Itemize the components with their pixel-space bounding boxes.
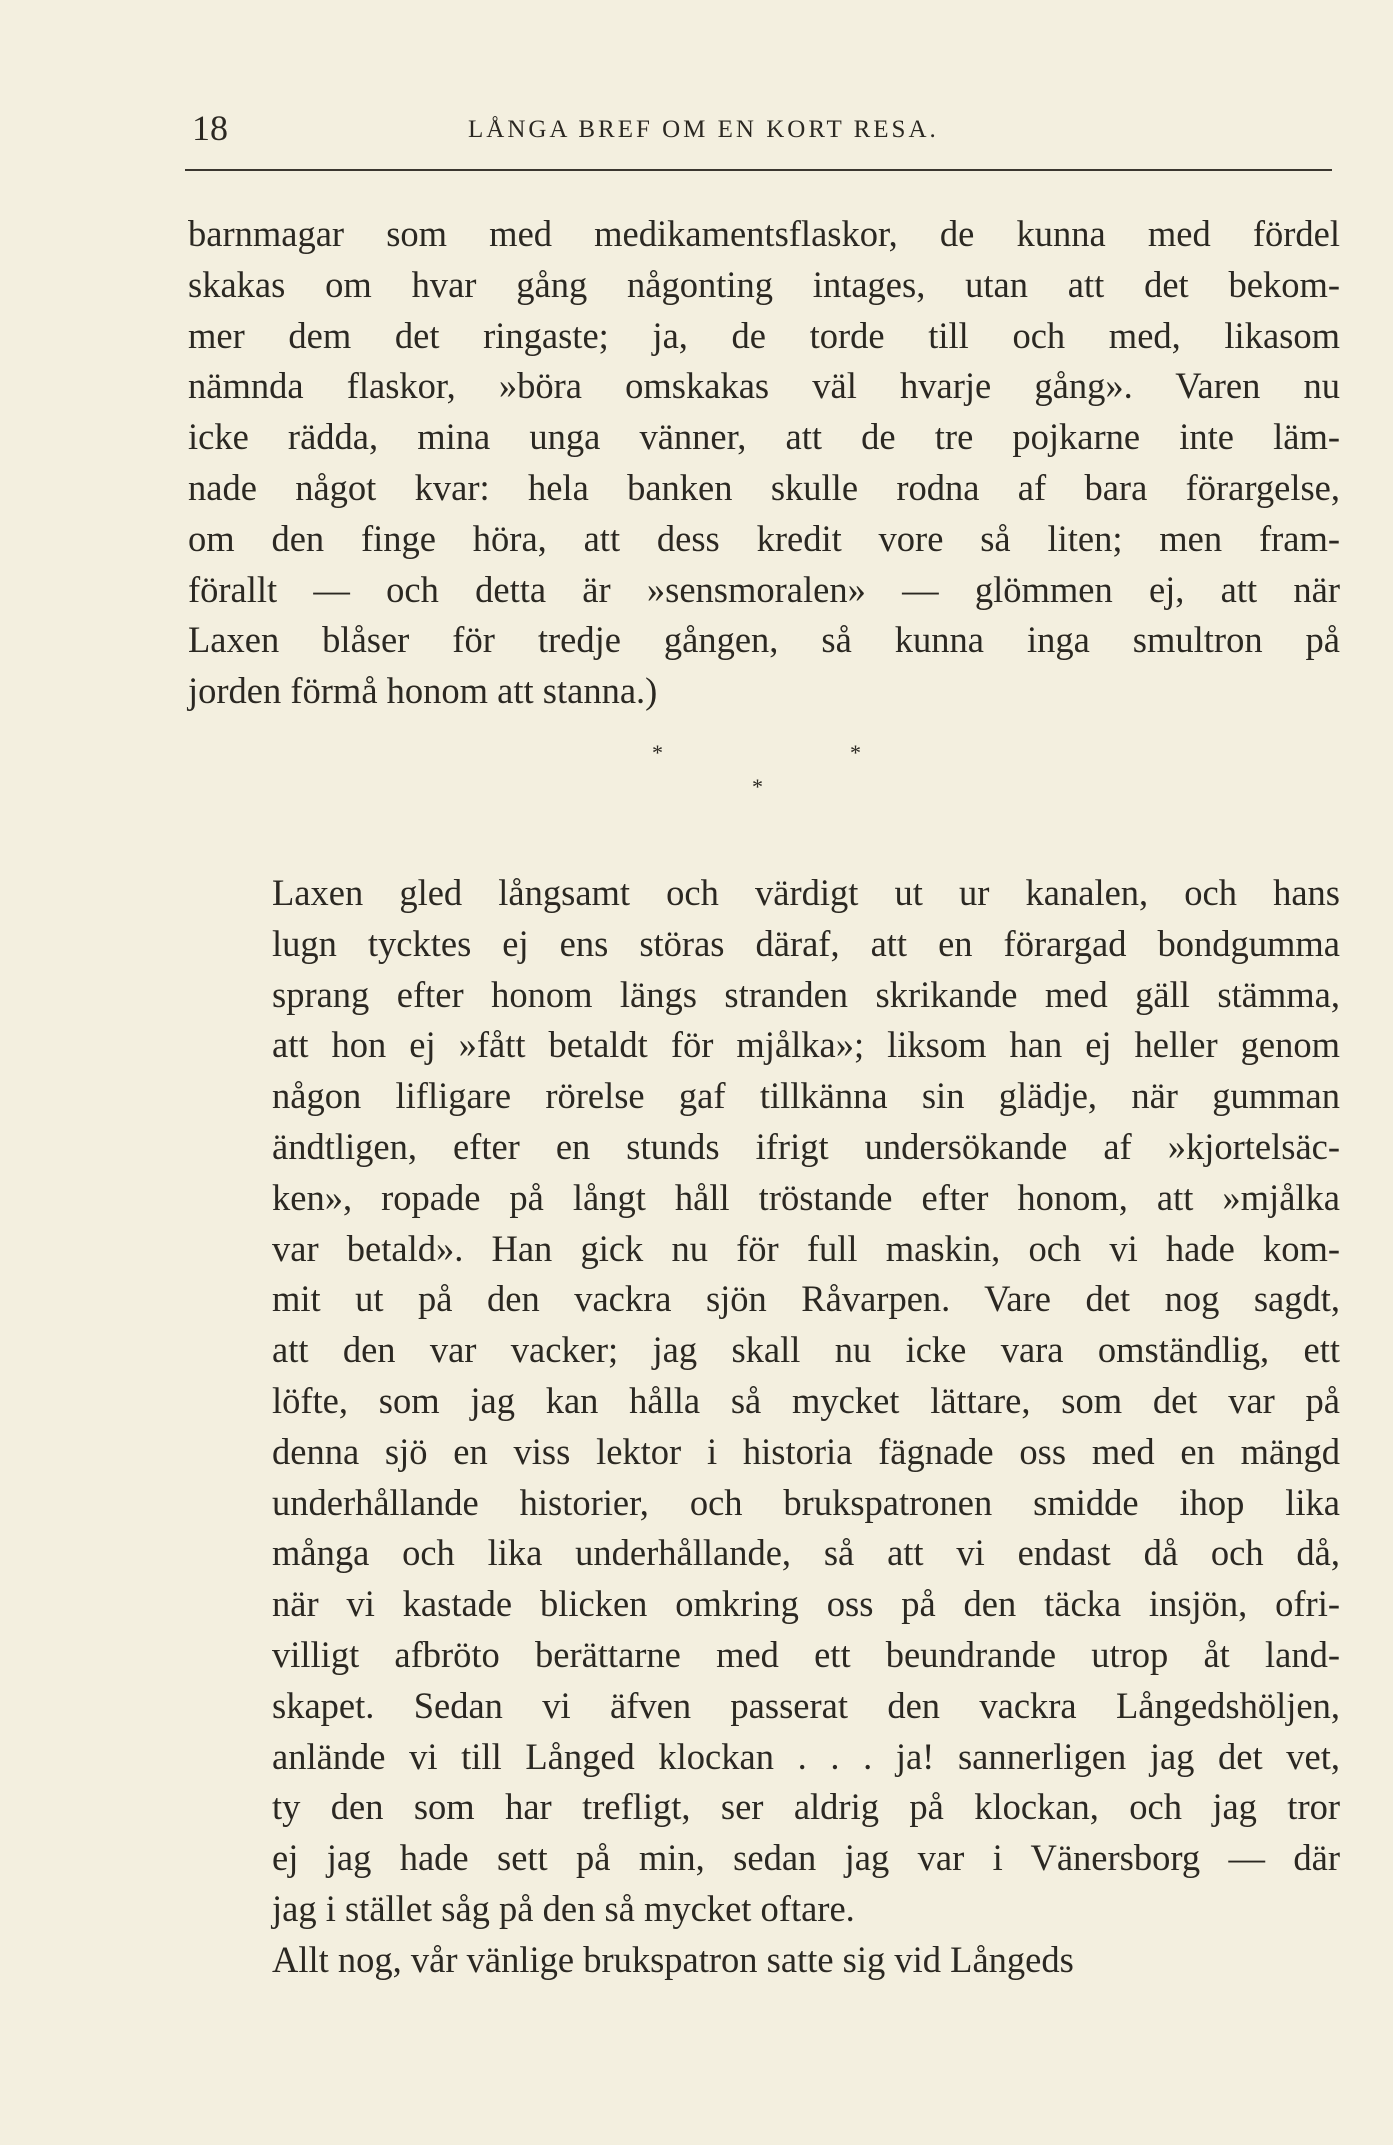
text-line: denna sjö en viss lektor i historia fägnade oss med en mängd xyxy=(272,1430,1340,1472)
text-line: ken», ropade på långt håll tröstande efter honom, att »mjålka xyxy=(272,1176,1340,1218)
asterisk: * xyxy=(652,740,663,765)
text-line: villigt afbröto berättarne med ett beundrande utrop åt land- xyxy=(272,1633,1340,1675)
text-line: när vi kastade blicken omkring oss på den täcka insjön, ofri- xyxy=(272,1583,1340,1625)
text-line: någon lifligare rörelse gaf tillkänna sin glädje, när gumman xyxy=(272,1075,1340,1117)
text-line: anlände vi till Långed klockan . . . ja! sannerligen jag det vet, xyxy=(272,1735,1340,1777)
text-line: icke rädda, mina unga vänner, att de tre pojkarne inte läm- xyxy=(188,416,1340,458)
text-line: nämnda flaskor, »böra omskakas väl hvarje gång». Varen nu xyxy=(188,365,1340,407)
text-line: om den finge höra, att dess kredit vore så liten; men fram- xyxy=(188,517,1340,559)
text-line: skakas om hvar gång någonting intages, utan att det bekom- xyxy=(188,263,1340,305)
text-line: Laxen gled långsamt och värdigt ut ur kanalen, och hans xyxy=(272,872,1340,913)
text-line: mit ut på den vackra sjön Råvarpen. Vare det nog sagdt, xyxy=(272,1278,1340,1320)
text-line: barnmagar som med medikamentsflaskor, de kunna med fördel xyxy=(188,213,1340,254)
text-line: ej jag hade sett på min, sedan jag var i Vänersborg — där xyxy=(272,1837,1340,1879)
asterisk: * xyxy=(850,740,861,765)
text-line: var betald». Han gick nu för full maskin, och vi hade kom- xyxy=(272,1227,1340,1269)
text-line: många och lika underhållande, så att vi endast då och då, xyxy=(272,1532,1340,1574)
text-line: jag i stället såg på den så mycket oftare. xyxy=(272,1887,855,1929)
text-line: ändtligen, efter en stunds ifrigt undersökande af »kjortelsäc- xyxy=(272,1125,1340,1167)
paragraph-2 xyxy=(188,868,1340,1935)
text-line: förallt — och detta är »sensmoralen» — glömmen ej, att när xyxy=(188,568,1340,610)
asterisk: * xyxy=(752,774,763,799)
text-line: ty den som har trefligt, ser aldrig på klockan, och jag tror xyxy=(272,1786,1340,1828)
text-line: Laxen blåser för tredje gången, så kunna inga smultron på xyxy=(188,619,1340,661)
text-line: jorden förmå honom att stanna.) xyxy=(188,670,658,712)
text-line: nade något kvar: hela banken skulle rodna af bara förargelse, xyxy=(188,466,1340,508)
paragraph-1 xyxy=(188,209,1340,717)
paragraph-3 xyxy=(188,1935,1340,1987)
text-line: lugn tycktes ej ens störas däraf, att en förargad bondgumma xyxy=(272,922,1340,964)
text-line: mer dem det ringaste; ja, de torde till och med, likasom xyxy=(188,314,1340,356)
text-line: att den var vacker; jag skall nu icke vara omständlig, ett xyxy=(272,1329,1340,1371)
page-number: 18 xyxy=(192,108,228,148)
text-line: löfte, som jag kan hålla så mycket lättare, som det var på xyxy=(272,1379,1340,1421)
text-line: att hon ej »fått betaldt för mjålka»; liksom han ej heller genom xyxy=(272,1024,1340,1066)
running-title: LÅNGA BREF OM EN KORT RESA. xyxy=(468,116,939,143)
text-line: sprang efter honom längs stranden skrikande med gäll stämma, xyxy=(272,973,1340,1015)
section-break-asterism xyxy=(600,740,900,820)
running-head xyxy=(188,106,1338,150)
header-rule xyxy=(185,169,1332,171)
text-line: skapet. Sedan vi äfven passerat den vackra Långedshöljen, xyxy=(272,1684,1340,1726)
text-line: Allt nog, vår vänlige brukspatron satte sig vid Långeds xyxy=(272,1939,1074,1980)
text-line: underhållande historier, och brukspatronen smidde ihop lika xyxy=(272,1481,1340,1523)
